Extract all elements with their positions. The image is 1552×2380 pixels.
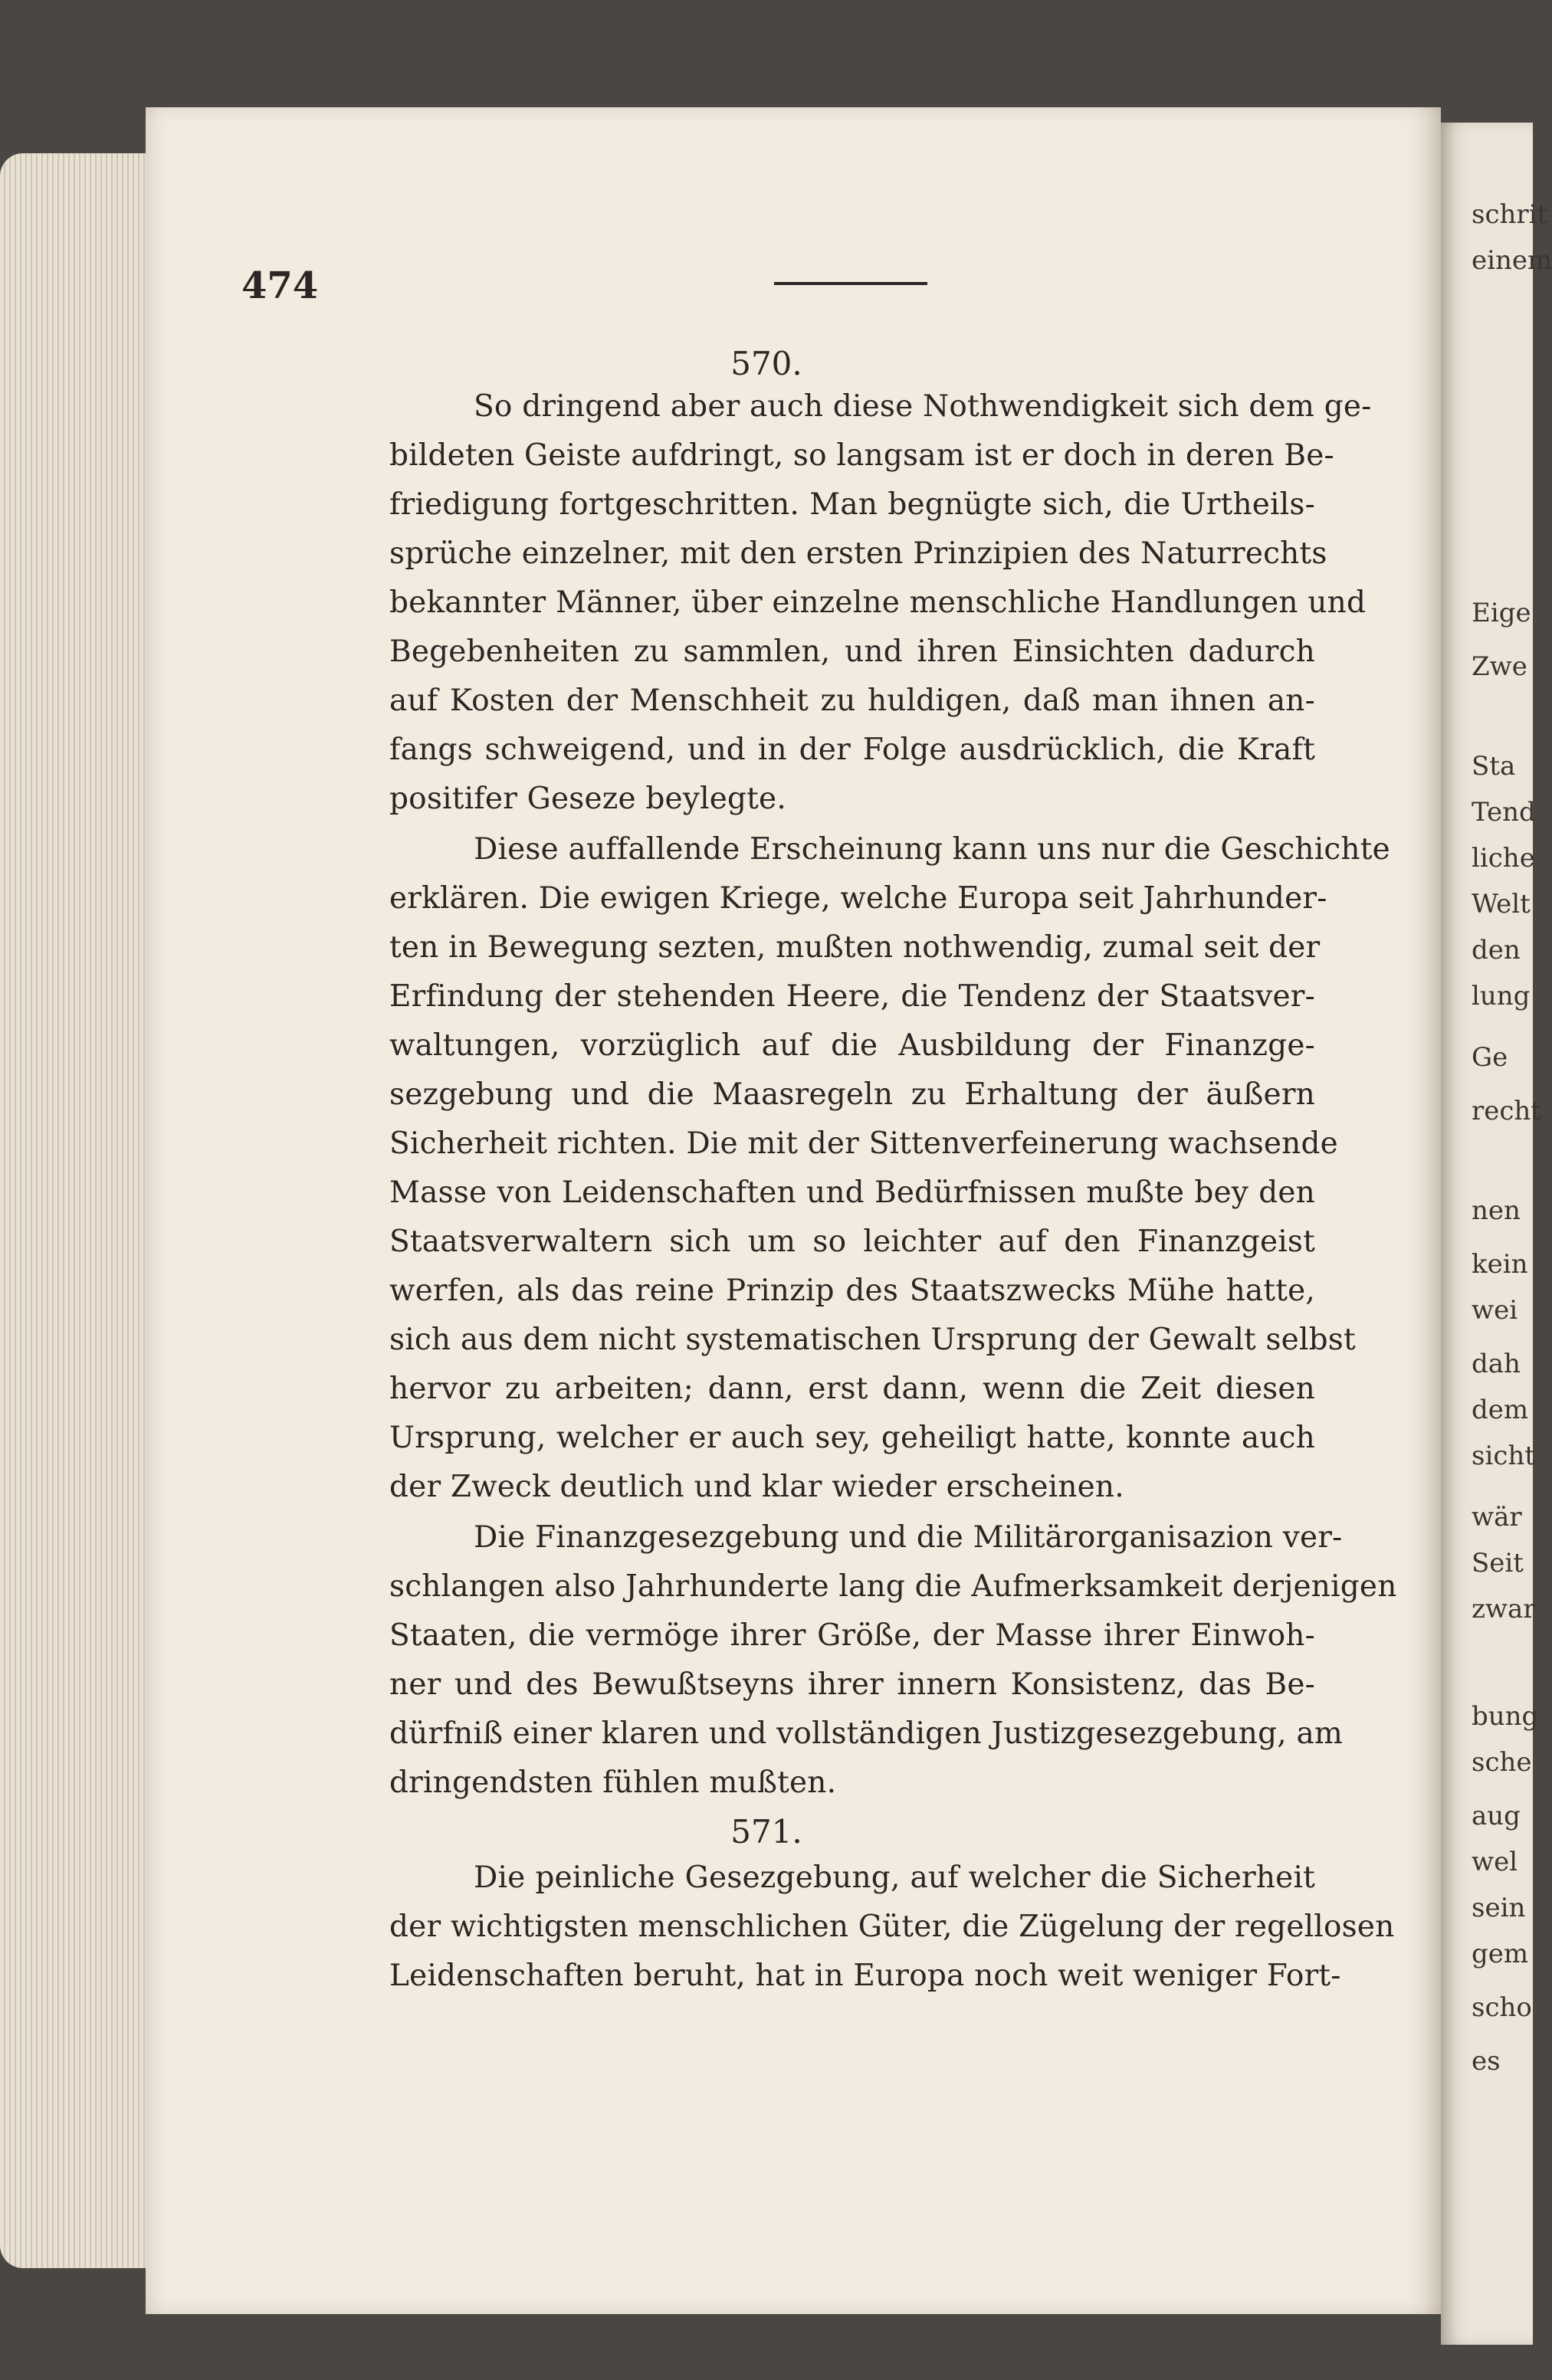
text-line: sezgebung und die Maasregeln zu Erhaltung der äußern	[389, 1077, 1315, 1112]
facing-page-strip	[1441, 123, 1552, 2345]
facing-fragment: Ge	[1472, 1042, 1508, 1073]
text-line: schlangen also Jahrhunderte lang die Aufmerksamkeit derjenigen	[389, 1569, 1397, 1604]
text-line: sich aus dem nicht systematischen Ursprung der Gewalt selbst	[389, 1323, 1356, 1357]
text-line: sprüche einzelner, mit den ersten Prinzipien des Naturrechts	[389, 536, 1327, 571]
facing-fragment: Tend	[1472, 797, 1536, 828]
text-line: werfen, als das reine Prinzip des Staatszwecks Mühe hatte,	[389, 1274, 1315, 1308]
facing-fragment: zwar	[1472, 1594, 1536, 1624]
text-line: ner und des Bewußtseyns ihrer innern Konsistenz, das Be-	[389, 1667, 1315, 1702]
text-line: erklären. Die ewigen Kriege, welche Europa seit Jahrhunder-	[389, 881, 1327, 916]
facing-fragment: wel	[1472, 1847, 1518, 1877]
facing-fragment: scho	[1472, 1992, 1532, 2023]
facing-fragment: Zwe	[1472, 651, 1527, 682]
text-line: Sicherheit richten. Die mit der Sittenverfeinerung wachsende	[389, 1126, 1338, 1161]
facing-fragment: aug	[1472, 1801, 1521, 1831]
facing-fragment: den	[1472, 935, 1521, 965]
text-line: dürfniß einer klaren und vollständigen Justizgesezgebung, am	[389, 1716, 1344, 1751]
text-line: friedigung fortgeschritten. Man begnügte sich, die Urtheils-	[389, 487, 1315, 522]
text-line: der wichtigsten menschlichen Güter, die Zügelung der regellosen	[389, 1910, 1395, 1944]
facing-fragment: es	[1472, 2046, 1501, 2077]
facing-fragment: Seit	[1472, 1548, 1524, 1578]
text-line: dringendsten fühlen mußten.	[389, 1765, 837, 1800]
facing-fragment: Sta	[1472, 751, 1516, 782]
section-number: 571.	[730, 1813, 802, 1851]
text-line: So dringend aber auch diese Nothwendigkeit sich dem ge-	[474, 389, 1372, 424]
text-line: Erfindung der stehenden Heere, die Tendenz der Staatsver-	[389, 979, 1315, 1014]
text-line: fangs schweigend, und in der Folge ausdrücklich, die Kraft	[389, 733, 1315, 767]
facing-fragment: recht	[1472, 1096, 1541, 1126]
text-line: Die peinliche Gesezgebung, auf welcher die Sicherheit	[474, 1860, 1315, 1895]
text-line: ten in Bewegung sezten, mußten nothwendig, zumal seit der	[389, 930, 1321, 965]
page-number: 474	[241, 264, 319, 307]
facing-fragment: dem	[1472, 1395, 1529, 1425]
text-line: waltungen, vorzüglich auf die Ausbildung der Finanzge-	[389, 1028, 1315, 1063]
facing-fragment: einem	[1472, 245, 1552, 276]
facing-fragment: Eige	[1472, 598, 1531, 628]
facing-fragment: sicht	[1472, 1441, 1535, 1471]
facing-fragment: sein	[1472, 1893, 1526, 1923]
facing-fragment: sche	[1472, 1747, 1532, 1778]
text-line: Diese auffallende Erscheinung kann uns nur die Geschichte	[474, 832, 1390, 867]
book-page-edges	[0, 153, 153, 2268]
facing-fragment: gem	[1472, 1939, 1529, 1969]
text-line: bekannter Männer, über einzelne menschliche Handlungen und	[389, 585, 1367, 620]
text-line: Masse von Leidenschaften und Bedürfnissen mußte bey den	[389, 1175, 1315, 1210]
text-line: Staatsverwaltern sich um so leichter auf den Finanzgeist	[389, 1224, 1315, 1259]
text-line: Die Finanzgesezgebung und die Militärorganisazion ver-	[474, 1520, 1343, 1555]
facing-fragment: kein	[1472, 1249, 1528, 1280]
header-rule	[774, 282, 927, 285]
text-line: bildeten Geiste aufdringt, so langsam ist er doch in deren Be-	[389, 438, 1334, 473]
text-line: auf Kosten der Menschheit zu huldigen, daß man ihnen an-	[389, 684, 1315, 718]
section-number: 570.	[730, 345, 802, 382]
facing-fragment: Welt	[1472, 889, 1531, 920]
text-line: Staaten, die vermöge ihrer Größe, der Masse ihrer Einwoh-	[389, 1618, 1315, 1653]
facing-fragment: liche	[1472, 843, 1535, 874]
text-line: Leidenschaften beruht, hat in Europa noch weit weniger Fort-	[389, 1959, 1341, 1993]
facing-fragment: schrit	[1472, 199, 1548, 230]
facing-fragment: lung	[1472, 981, 1531, 1011]
text-line: hervor zu arbeiten; dann, erst dann, wenn die Zeit diesen	[389, 1372, 1315, 1406]
facing-fragment: dah	[1472, 1349, 1521, 1379]
text-line: positifer Geseze beylegte.	[389, 782, 786, 816]
facing-fragment: bung	[1472, 1701, 1539, 1732]
text-line: Begebenheiten zu sammlen, und ihren Einsichten dadurch	[389, 634, 1315, 669]
facing-fragment: wei	[1472, 1295, 1518, 1326]
text-line: Ursprung, welcher er auch sey, geheiligt hatte, konnte auch	[389, 1421, 1315, 1455]
text-line: der Zweck deutlich und klar wieder erscheinen.	[389, 1470, 1124, 1504]
facing-fragment: nen	[1472, 1195, 1521, 1226]
facing-fragment: wär	[1472, 1502, 1522, 1533]
